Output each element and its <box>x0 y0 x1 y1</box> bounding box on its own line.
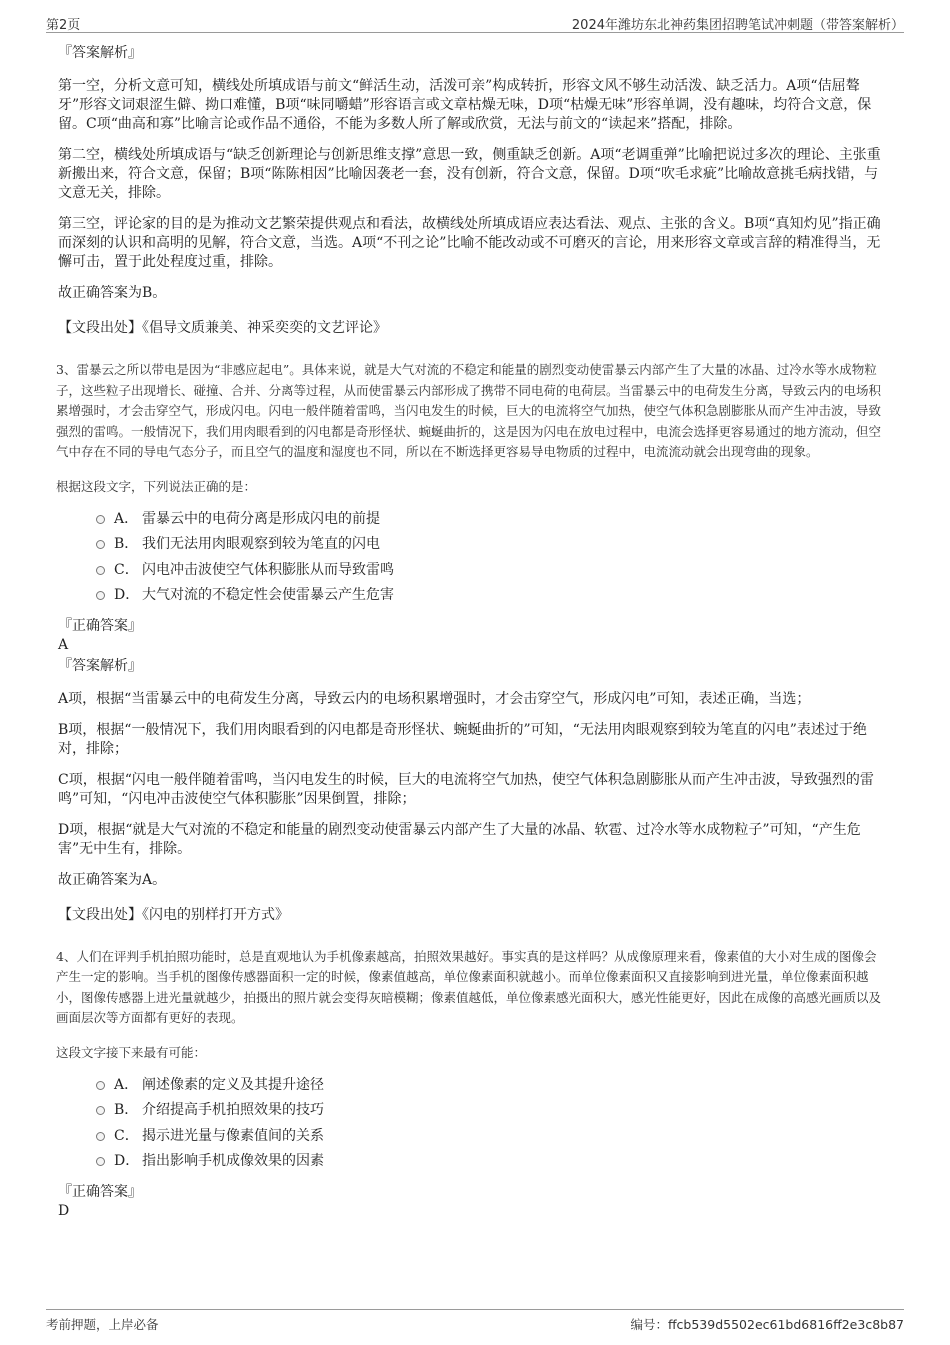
radio-button[interactable] <box>96 1081 105 1090</box>
analysis-paragraph: D项，根据“就是大气对流的不稳定和能量的剧烈变动使雷暴云内部产生了大量的冰晶、软雹、过冷水等水成物粒子”可知，“产生危害”无中生有，排除。 <box>58 821 861 857</box>
radio-button[interactable] <box>96 515 105 524</box>
option-b[interactable]: B． 我们无法用肉眼观察到较为笔直的闪电 <box>96 534 886 560</box>
page-footer <box>46 1309 904 1334</box>
question-3-options <box>96 509 886 611</box>
passage-source: 【文段出处】《闪电的别样打开方式》 <box>58 906 289 923</box>
question-3-prompt: 根据这段文字，下列说法正确的是： <box>56 478 257 494</box>
analysis-label: 『答案解析』 <box>58 657 142 674</box>
option-d[interactable]: D． 大气对流的不稳定性会使雷暴云产生危害 <box>96 585 886 611</box>
analysis-label: 『答案解析』 <box>58 45 142 61</box>
analysis-paragraph: B项，根据“一般情况下，我们用肉眼看到的闪电都是奇形怪状、蜿蜒曲折的”可知，“无法用肉眼观察到较为笔直的闪电”表述过于绝对，排除； <box>58 721 867 757</box>
question-4-prompt: 这段文字接下来最有可能： <box>56 1044 207 1060</box>
option-a[interactable]: A． 阐述像素的定义及其提升途径 <box>96 1075 886 1101</box>
question-4-options <box>96 1075 886 1177</box>
page-content <box>56 44 886 1221</box>
page-header <box>46 10 904 33</box>
document-code: 编号：ffcb539d5502ec61bd6816ff2e3c8b87 <box>630 1317 904 1332</box>
radio-button[interactable] <box>96 566 105 575</box>
page-number: 第2页 <box>46 18 81 33</box>
radio-button[interactable] <box>96 1132 105 1141</box>
analysis-paragraph: 第三空，评论家的目的是为推动文艺繁荣提供观点和看法，故横线处所填成语应表达看法、观点、主张的含义。B项“真知灼见”指正确而深刻的认识和高明的见解，符合文意，当选。A项“不刊之论”比喻不能改动或不可磨灭的言论，用来形容文章或言辞的精准得当，无懈可击，置于此处程度过重，排除。 <box>58 216 881 270</box>
document-title: 2024年潍坊东北神药集团招聘笔试冲刺题（带答案解析） <box>571 18 904 33</box>
radio-button[interactable] <box>96 540 105 549</box>
correct-answer-label: 『正确答案』 <box>58 617 142 634</box>
analysis-paragraph: 第一空，分析文意可知，横线处所填成语与前文“鲜活生动，活泼可亲”构成转折，形容文风不够生动活泼、缺乏活力。A项“佶屈聱牙”形容文词艰涩生僻、拗口难懂，B项“味同嚼蜡”形容语言或文章枯燥无味，D项“枯燥无味”形容单调，没有趣味，均符合文意，保留。C项“曲高和寡”比喻言论或作品不通俗，不能为多数人所了解或欣赏，无法与前文的“读起来”搭配，排除。 <box>58 78 872 132</box>
footer-slogan: 考前押题，上岸必备 <box>46 1317 159 1332</box>
correct-answer-label: 『正确答案』 <box>58 1183 142 1200</box>
option-d[interactable]: D． 指出影响手机成像效果的因素 <box>96 1151 886 1177</box>
radio-button[interactable] <box>96 1157 105 1166</box>
passage-source: 【文段出处】《倡导文质兼美、神采奕奕的文艺评论》 <box>58 320 387 336</box>
option-b[interactable]: B． 介绍提高手机拍照效果的技巧 <box>96 1100 886 1126</box>
radio-button[interactable] <box>96 1106 105 1115</box>
correct-answer: A <box>58 636 69 653</box>
question-4-text: 4、人们在评判手机拍照功能时，总是直观地认为手机像素越高，拍照效果越好。事实真的是这样吗？从成像原理来看，像素值的大小对生成的图像会产生一定的影响。当手机的图像传感器面积一定的时候，像素值越高，单位像素面积就越小。而单位像素面积又直接影响到进光量，单位像素面积越小，图像传感器上进光量就越少，拍摄出的照片就会变得灰暗模糊；像素值越低，单位像素感光面积大，感光性能更好，因此在成像的高感光画质以及画面层次等方面都有更好的表现。 <box>56 948 882 1025</box>
analysis-conclusion: 故正确答案为A。 <box>58 871 167 888</box>
analysis-paragraph: 第二空，横线处所填成语与“缺乏创新理论与创新思维支撑”意思一致，侧重缺乏创新。A项“老调重弹”比喻把说过多次的理论、主张重新搬出来，符合文意，保留；B项“陈陈相因”比喻因袭老一套，没有创新，符合文意，保留。D项“吹毛求疵”比喻故意挑毛病找错，与文意无关，排除。 <box>58 147 881 201</box>
analysis-paragraph: C项，根据“闪电一般伴随着雷鸣，当闪电发生的时候，巨大的电流将空气加热，使空气体积急剧膨胀从而产生冲击波，导致强烈的雷鸣”可知，“闪电冲击波使空气体积膨胀”因果倒置，排除； <box>58 771 874 807</box>
correct-answer: D <box>58 1202 70 1219</box>
option-c[interactable]: C． 揭示进光量与像素值间的关系 <box>96 1126 886 1152</box>
analysis-conclusion: 故正确答案为B。 <box>58 285 167 301</box>
option-a[interactable]: A． 雷暴云中的电荷分离是形成闪电的前提 <box>96 509 886 535</box>
analysis-paragraph: A项，根据“当雷暴云中的电荷发生分离，导致云内的电场积累增强时，才会击穿空气，形成闪电”可知，表述正确，当选； <box>58 690 811 707</box>
radio-button[interactable] <box>96 591 105 600</box>
question-3-text: 3、雷暴云之所以带电是因为“非感应起电”。具体来说，就是大气对流的不稳定和能量的剧烈变动使雷暴云内部产生了大量的冰晶、过冷水等水成物粒子，这些粒子出现增长、碰撞、合并、分离等过程，从而使雷暴云内部形成了携带不同电荷的电荷层。当雷暴云中的电荷发生分离，导致云内的电场积累增强时，才会击穿空气，形成闪电。闪电一般伴随着雷鸣，当闪电发生的时候，巨大的电流将空气加热，使空气体积急剧膨胀从而产生冲击波，导致强烈的雷鸣。一般情况下，我们用肉眼看到的闪电都是奇形怪状、蜿蜒曲折的，这是因为闪电在放电过程中，电流会选择更容易通过的地方流动，但空气中存在不同的导电气态分子，而且空气的温度和湿度也不同，所以在不断选择更容易导电物质的过程中，电流流动就会出现弯曲的现象。 <box>56 362 882 459</box>
option-c[interactable]: C． 闪电冲击波使空气体积膨胀从而导致雷鸣 <box>96 560 886 586</box>
